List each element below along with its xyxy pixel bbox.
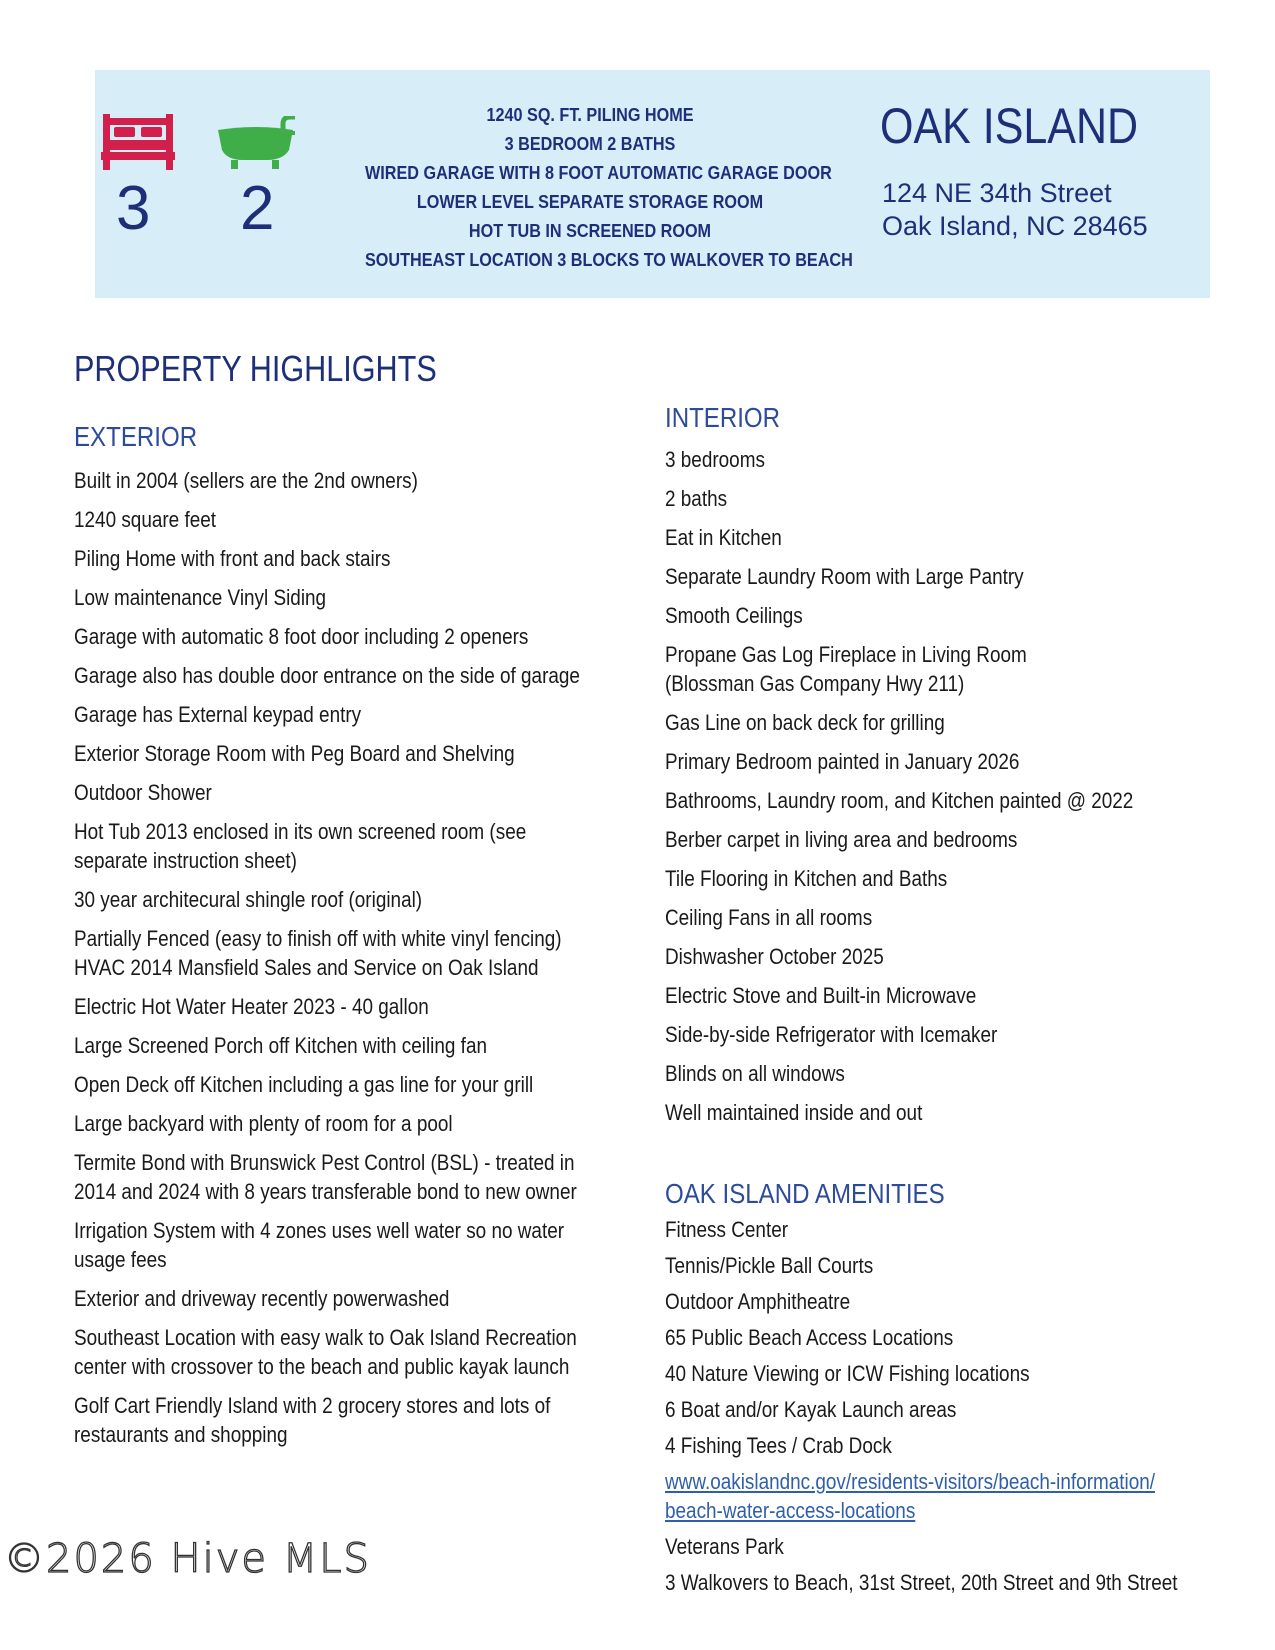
list-item: Well maintained inside and out [665, 1100, 923, 1125]
list-item: Low maintenance Vinyl Siding [74, 585, 327, 610]
list-item: Golf Cart Friendly Island with 2 grocery stores and lots of restaurants and shopping [74, 1393, 551, 1447]
list-item: 40 Nature Viewing or ICW Fishing locations [665, 1361, 1030, 1386]
list-item: 65 Public Beach Access Locations [665, 1325, 954, 1350]
list-item: Bathrooms, Laundry room, and Kitchen painted @ 2022 [665, 788, 1134, 813]
list-item: Exterior and driveway recently powerwashed [74, 1286, 450, 1311]
list-item: Ceiling Fans in all rooms [665, 905, 873, 930]
list-item: Exterior Storage Room with Peg Board and Shelving [74, 741, 515, 766]
list-item: Southeast Location with easy walk to Oak Island Recreation center with crossover to the beach and public kayak launch [74, 1325, 577, 1379]
list-item: Termite Bond with Brunswick Pest Control (BSL) - treated in 2014 and 2024 with 8 years transferable bond to new owner [74, 1150, 577, 1204]
page-title: PROPERTY HIGHLIGHTS [74, 348, 437, 389]
property-address [882, 177, 1148, 243]
bedroom-count: 3 [116, 174, 151, 243]
list-item: 3 bedrooms [665, 447, 765, 472]
list-item: Propane Gas Log Fireplace in Living Room (Blossman Gas Company Hwy 211) [665, 642, 1027, 696]
exterior-heading: EXTERIOR [74, 421, 198, 452]
feature-summary-item: WIRED GARAGE WITH 8 FOOT AUTOMATIC GARAGE DOOR [365, 163, 832, 183]
bathroom-count: 2 [240, 174, 275, 243]
list-item: Primary Bedroom painted in January 2026 [665, 749, 1020, 774]
bathtub-icon [217, 116, 297, 170]
feature-summary-item: SOUTHEAST LOCATION 3 BLOCKS TO WALKOVER TO BEACH [365, 250, 853, 270]
feature-summary-list [365, 101, 853, 275]
address-line-2: Oak Island, NC 28465 [882, 211, 1148, 241]
list-item: Outdoor Amphitheatre [665, 1289, 851, 1314]
amenities-list [665, 1215, 1275, 1604]
list-item: 6 Boat and/or Kayak Launch areas [665, 1397, 957, 1422]
list-item: Large Screened Porch off Kitchen with ceiling fan [74, 1033, 487, 1058]
list-item: Outdoor Shower [74, 780, 212, 805]
list-item: Eat in Kitchen [665, 525, 782, 550]
list-item: Blinds on all windows [665, 1061, 845, 1086]
list-item: Partially Fenced (easy to finish off with white vinyl fencing) HVAC 2014 Mansfield Sales and Service on Oak Island [74, 926, 562, 980]
list-item: Hot Tub 2013 enclosed in its own screened room (see separate instruction sheet) [74, 819, 527, 873]
amenities-heading: OAK ISLAND AMENITIES [665, 1178, 945, 1209]
list-item: 4 Fishing Tees / Crab Dock [665, 1433, 892, 1458]
bed-icon [101, 114, 175, 170]
list-item: 1240 square feet [74, 507, 217, 532]
list-item: Dishwasher October 2025 [665, 944, 884, 969]
interior-heading: INTERIOR [665, 402, 781, 433]
list-item: Tile Flooring in Kitchen and Baths [665, 866, 948, 891]
list-item: Fitness Center [665, 1217, 789, 1242]
list-item: Large backyard with plenty of room for a pool [74, 1111, 453, 1136]
list-item: Open Deck off Kitchen including a gas line for your grill [74, 1072, 534, 1097]
list-item: 30 year architecural shingle roof (original) [74, 887, 423, 912]
list-item: Veterans Park [665, 1534, 784, 1559]
list-item: 3 Walkovers to Beach, 31st Street, 20th Street and 9th Street [665, 1570, 1178, 1595]
list-item: Irrigation System with 4 zones uses well water so no water usage fees [74, 1218, 565, 1272]
list-item: Berber carpet in living area and bedrooms [665, 827, 1018, 852]
exterior-list [74, 466, 754, 1459]
copyright-watermark: ©2026 Hive MLS [4, 1536, 371, 1582]
list-item: Electric Hot Water Heater 2023 - 40 gallon [74, 994, 429, 1019]
list-item: Separate Laundry Room with Large Pantry [665, 564, 1024, 589]
feature-summary-item: HOT TUB IN SCREENED ROOM [468, 221, 712, 241]
beach-access-link[interactable]: www.oakislandnc.gov/residents-visitors/beach-information/ beach-water-access-locations [665, 1469, 1156, 1523]
list-item: Piling Home with front and back stairs [74, 546, 391, 571]
feature-summary-item: 1240 SQ. FT. PILING HOME [486, 105, 694, 125]
list-item: 2 baths [665, 486, 728, 511]
list-item: Garage also has double door entrance on the side of garage [74, 663, 580, 688]
list-item: Garage with automatic 8 foot door including 2 openers [74, 624, 529, 649]
list-item: Garage has External keypad entry [74, 702, 362, 727]
feature-summary-item: 3 BEDROOM 2 BATHS [504, 134, 676, 154]
list-item: Tennis/Pickle Ball Courts [665, 1253, 874, 1278]
feature-summary-item: LOWER LEVEL SEPARATE STORAGE ROOM [416, 192, 764, 212]
list-item: Built in 2004 (sellers are the 2nd owners) [74, 468, 418, 493]
list-item: Side-by-side Refrigerator with Icemaker [665, 1022, 998, 1047]
list-item: Smooth Ceilings [665, 603, 803, 628]
location-title: OAK ISLAND [880, 98, 1139, 154]
address-line-1: 124 NE 34th Street [882, 178, 1112, 208]
interior-list [665, 445, 1275, 1137]
list-item: Electric Stove and Built-in Microwave [665, 983, 977, 1008]
list-item: Gas Line on back deck for grilling [665, 710, 945, 735]
